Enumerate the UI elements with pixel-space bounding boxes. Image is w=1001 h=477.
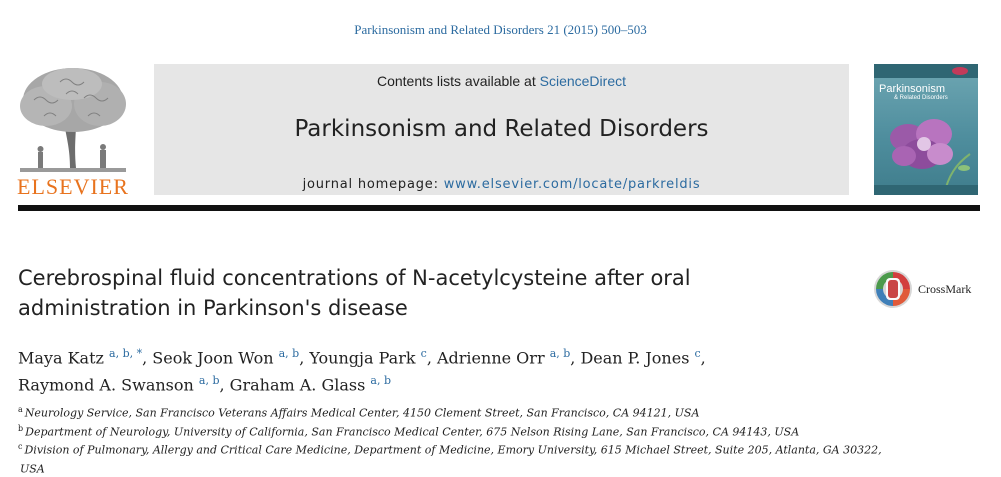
author-separator: , <box>299 348 310 368</box>
author-name[interactable]: Raymond A. Swanson <box>18 375 194 395</box>
affiliation-text: USA <box>20 462 45 476</box>
affiliation-text: Division of Pulmonary, Allergy and Critical Care Medicine, Department of Medicine, Emory University, 615 Michael Street, Suite 205, Atlanta, GA 30322, <box>24 443 882 457</box>
journal-name[interactable]: Parkinsonism and Related Disorders <box>294 116 709 142</box>
affiliation-item <box>18 421 978 440</box>
header-rule <box>18 205 980 211</box>
journal-banner <box>154 64 849 195</box>
affiliation-key: c <box>18 442 23 452</box>
affiliation-key: b <box>18 423 24 433</box>
author-line-1 <box>18 342 918 369</box>
contents-prefix: Contents lists available at <box>376 73 540 89</box>
author-affiliation-sup[interactable]: a, b <box>198 374 220 388</box>
article-title <box>18 263 838 323</box>
crossmark-icon <box>873 269 913 309</box>
crossmark-label: CrossMark <box>918 282 972 296</box>
cover-subtitle: & Related Disorders <box>894 95 948 101</box>
author-name[interactable]: Adrienne Orr <box>436 348 545 368</box>
article-title-line1: Cerebrospinal fluid concentrations of N-acetylcysteine after oral <box>18 266 691 290</box>
author-separator: , <box>426 348 437 368</box>
affiliation-text: Department of Neurology, University of California, San Francisco Medical Center, 675 Nelson Rising Lane, San Francisco, CA 94143, USA <box>25 425 800 439</box>
journal-cover[interactable] <box>874 64 978 195</box>
author-name[interactable]: Youngja Park <box>309 348 416 368</box>
affiliation-list <box>18 402 978 477</box>
homepage-prefix: journal homepage: <box>302 177 444 192</box>
elsevier-logo[interactable] <box>14 64 132 196</box>
publisher-name: ELSEVIER <box>17 176 129 196</box>
homepage-line <box>154 177 849 192</box>
article-title-line2: administration in Parkinson's disease <box>18 296 408 320</box>
crossmark-button[interactable] <box>873 269 983 309</box>
elsevier-tree-logo <box>14 64 132 176</box>
author-separator: , <box>570 348 581 368</box>
affiliation-item <box>18 402 978 421</box>
author-list <box>18 342 918 397</box>
author-separator: , <box>142 348 153 368</box>
affiliation-item <box>18 458 978 477</box>
author-name[interactable]: Dean P. Jones <box>580 348 690 368</box>
author-separator: , <box>219 375 230 395</box>
author-line-2 <box>18 369 918 396</box>
affiliation-text: Neurology Service, San Francisco Veterans Affairs Medical Center, 4150 Clement Street, San Francisco, CA 94121, USA <box>24 406 700 420</box>
author-affiliation-sup[interactable]: a, b <box>370 374 392 388</box>
author-separator: , <box>700 348 706 368</box>
author-affiliation-sup[interactable]: c <box>420 347 427 360</box>
author-affiliation-sup[interactable]: a, b <box>278 347 300 360</box>
contents-line <box>154 73 849 89</box>
homepage-link[interactable]: www.elsevier.com/locate/parkreldis <box>443 177 701 192</box>
cover-title: Parkinsonism <box>879 83 946 95</box>
affiliation-key: a <box>18 405 23 414</box>
journal-citation[interactable]: Parkinsonism and Related Disorders 21 (2015) 500–503 <box>354 22 647 37</box>
author-name[interactable]: Seok Joon Won <box>152 348 274 368</box>
author-affiliation-sup[interactable]: a, b <box>549 347 571 360</box>
author-name[interactable]: Graham A. Glass <box>229 375 366 395</box>
sciencedirect-link[interactable]: ScienceDirect <box>539 73 626 89</box>
author-affiliation-sup[interactable]: c <box>694 347 701 360</box>
author-name[interactable]: Maya Katz <box>18 348 104 368</box>
author-affiliation-sup[interactable]: a, b, * <box>109 347 143 360</box>
affiliation-item <box>18 439 978 458</box>
